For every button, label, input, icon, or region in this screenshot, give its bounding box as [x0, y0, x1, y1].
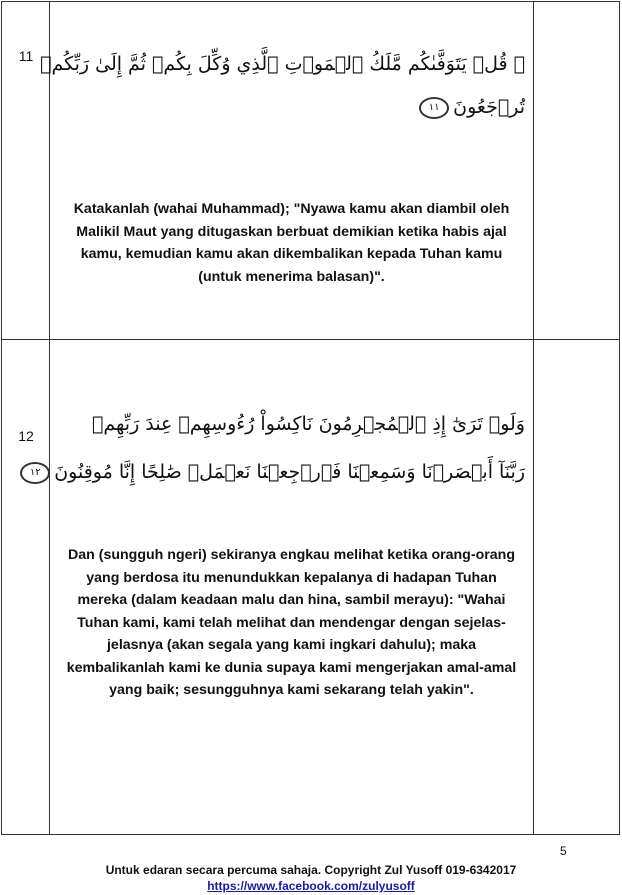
verse-table	[1, 1, 620, 835]
arabic-text	[29, 398, 533, 494]
page-number: 5	[560, 844, 567, 858]
arabic-line-with-marker	[29, 450, 525, 494]
ayah-marker-icon: ١١	[419, 97, 449, 119]
verse-content-cell	[29, 340, 534, 835]
arabic-line: وَلَوۡ تَرَىٰٓ إِذِ ٱلۡمُجۡرِمُونَ نَاكِسُواْ رُءُوسِهِمۡ عِندَ رَبِّهِمۡ	[91, 413, 525, 436]
side-cell	[534, 2, 620, 340]
verse-number: 12	[18, 428, 34, 445]
verse-content-cell	[40, 2, 534, 340]
ayah-marker-icon: ١٢	[20, 462, 50, 484]
arabic-text	[40, 42, 533, 128]
arabic-line: تُرۡجَعُونَ	[453, 96, 525, 118]
translation-text: Dan (sungguh ngeri) sekiranya engkau melihat ketika orang-orang yang berdosa itu menundukkan kepalanya di hadapan Tuhan mereka (dalam keadaan malu dan hina, sambil merayu): "Wahai Tuhan kami, kami telah melihat dan mendengar dengan sejelas-jelasnya (akan segala yang kami ingkari dahulu); maka kembalikanlah kami ke dunia supaya kami mengerjakan amal-amal yang baik; sesungguhnya kami sekarang telah yakin".	[66, 547, 517, 699]
verse-number: 11	[18, 48, 34, 64]
arabic-line-with-marker	[58, 86, 525, 128]
side-cell	[534, 340, 620, 835]
arabic-line: رَبَّنَآ أَبۡصَرۡنَا وَسَمِعۡنَا فَٱرۡجِعۡنَا نَعۡمَلۡ صَٰلِحًا إِنَّا مُوقِنُونَ	[54, 461, 525, 484]
table-row	[2, 2, 620, 340]
translation-text: Katakanlah (wahai Muhammad); "Nyawa kamu akan diambil oleh Malikil Maut yang ditugaskan berbuat demikian ketika habis ajal kamu, kemudian kamu akan dikembalikan kepada Tuhan kamu (untuk menerima balasan)".	[73, 201, 510, 285]
verse-number-cell	[2, 340, 50, 835]
copyright-text: Untuk edaran secara percuma sahaja. Copyright Zul Yusoff 019-6342017	[105, 863, 517, 877]
table-row	[2, 340, 620, 835]
footer	[0, 862, 622, 894]
arabic-line: ۞ قُلۡ يَتَوَفَّىٰكُم مَّلَكُ ٱلۡمَوۡتِ ٱلَّذِي وُكِّلَ بِكُمۡ ثُمَّ إِلَىٰ رَبِّكُمۡ	[40, 53, 525, 75]
facebook-link[interactable]: https://www.facebook.com/zulyusoff	[207, 879, 415, 893]
